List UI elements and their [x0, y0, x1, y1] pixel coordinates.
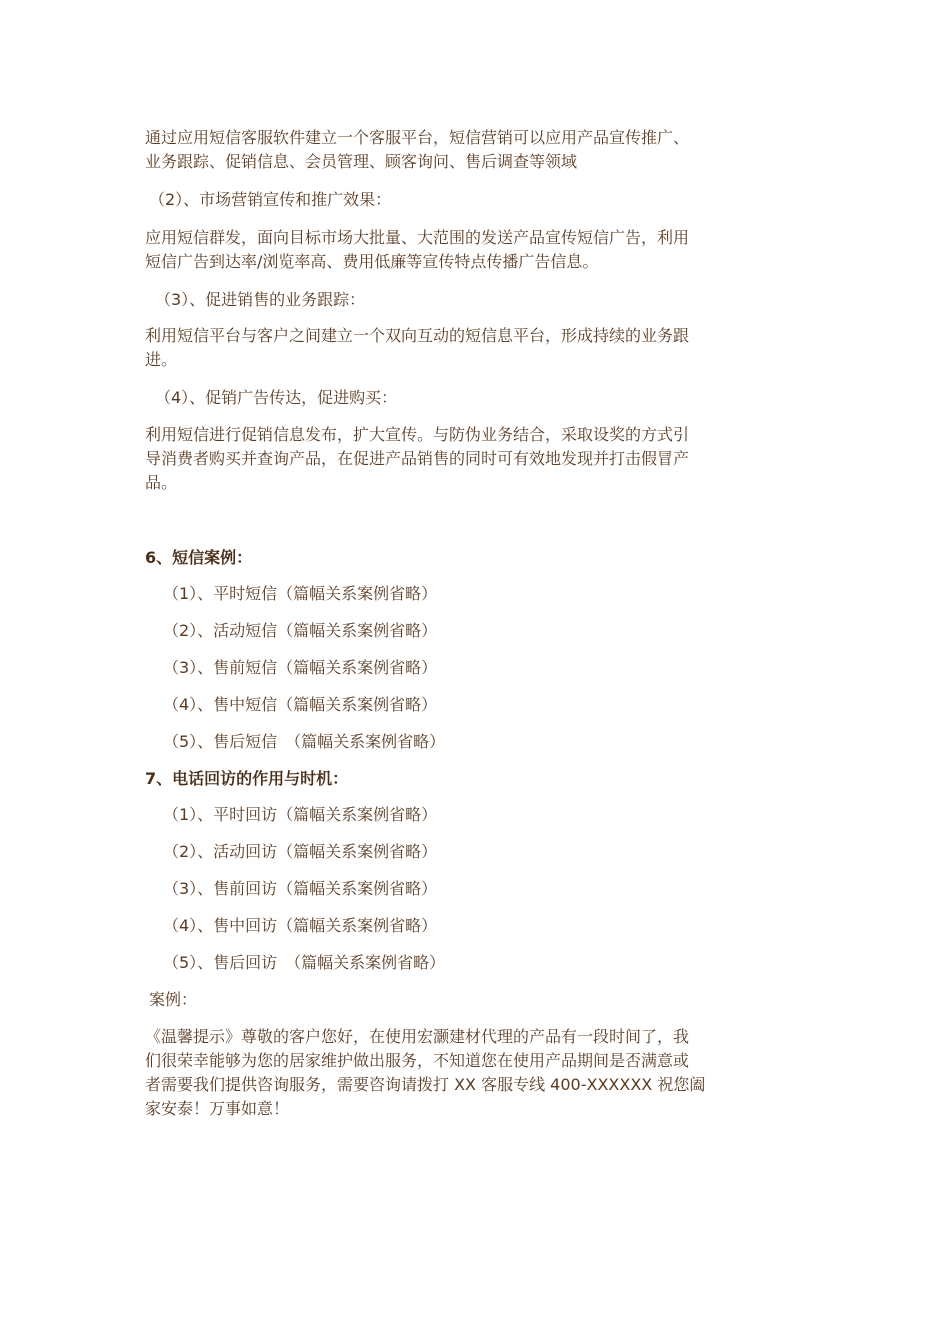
section-2-line-1: 应用短信群发，面向目标市场大批量、大范围的发送产品宣传短信广告，利用 [145, 228, 690, 247]
section-3-line-2: 进。 [145, 350, 178, 369]
sms-case-item: （2）、活动短信（篇幅关系案例省略） [163, 621, 438, 640]
section-2-title: （2）、市场营销宣传和推广效果： [149, 190, 392, 209]
example-paragraph [145, 1025, 815, 1121]
intro-line-2: 业务跟踪、促销信息、会员管理、顾客询问、售后调查等领域 [145, 152, 578, 171]
section-3-line-1: 利用短信平台与客户之间建立一个双向互动的短信息平台，形成持续的业务跟 [145, 326, 690, 345]
intro-paragraph [145, 126, 815, 174]
section-4-line-3: 品。 [145, 473, 178, 492]
example-line-1: 《温馨提示》尊敬的客户您好，在使用宏灏建材代理的产品有一段时间了，我 [145, 1027, 690, 1046]
section-4-title: （4）、促销广告传达，促进购买： [155, 388, 398, 407]
section-3-paragraph [145, 324, 815, 372]
sms-case-item: （1）、平时短信（篇幅关系案例省略） [163, 584, 438, 603]
sms-case-item: （4）、售中短信（篇幅关系案例省略） [163, 695, 438, 714]
sms-case-item: （3）、售前短信（篇幅关系案例省略） [163, 658, 438, 677]
example-line-3: 者需要我们提供咨询服务，需要咨询请拨打 XX 客服专线 400-XXXXXX 祝您阖 [145, 1075, 706, 1094]
phone-visit-item: （4）、售中回访（篇幅关系案例省略） [163, 916, 438, 935]
section-4-line-1: 利用短信进行促销信息发布，扩大宣传。与防伪业务结合，采取设奖的方式引 [145, 425, 690, 444]
phone-visit-item: （5）、售后回访 （篇幅关系案例省略） [163, 953, 446, 972]
section-2-line-2: 短信广告到达率/浏览率高、费用低廉等宣传特点传播广告信息。 [145, 252, 599, 271]
section-4-paragraph [145, 423, 815, 495]
section-2-paragraph [145, 226, 815, 274]
example-line-2: 们很荣幸能够为您的居家维护做出服务，不知道您在使用产品期间是否满意或 [145, 1051, 690, 1070]
phone-visit-item: （3）、售前回访（篇幅关系案例省略） [163, 879, 438, 898]
sms-case-item: （5）、售后短信 （篇幅关系案例省略） [163, 732, 446, 751]
phone-visit-item: （1）、平时回访（篇幅关系案例省略） [163, 805, 438, 824]
sms-cases-heading: 6、短信案例： [145, 548, 253, 567]
example-line-4: 家安泰！万事如意！ [145, 1099, 290, 1118]
example-label: 案例： [149, 990, 198, 1009]
intro-line-1: 通过应用短信客服软件建立一个客服平台，短信营销可以应用产品宣传推广、 [145, 128, 690, 147]
phone-visits-heading: 7、电话回访的作用与时机： [145, 769, 349, 788]
phone-visit-item: （2）、活动回访（篇幅关系案例省略） [163, 842, 438, 861]
section-4-line-2: 导消费者购买并查询产品，在促进产品销售的同时可有效地发现并打击假冒产 [145, 449, 690, 468]
section-3-title: （3）、促进销售的业务跟踪： [155, 290, 366, 309]
